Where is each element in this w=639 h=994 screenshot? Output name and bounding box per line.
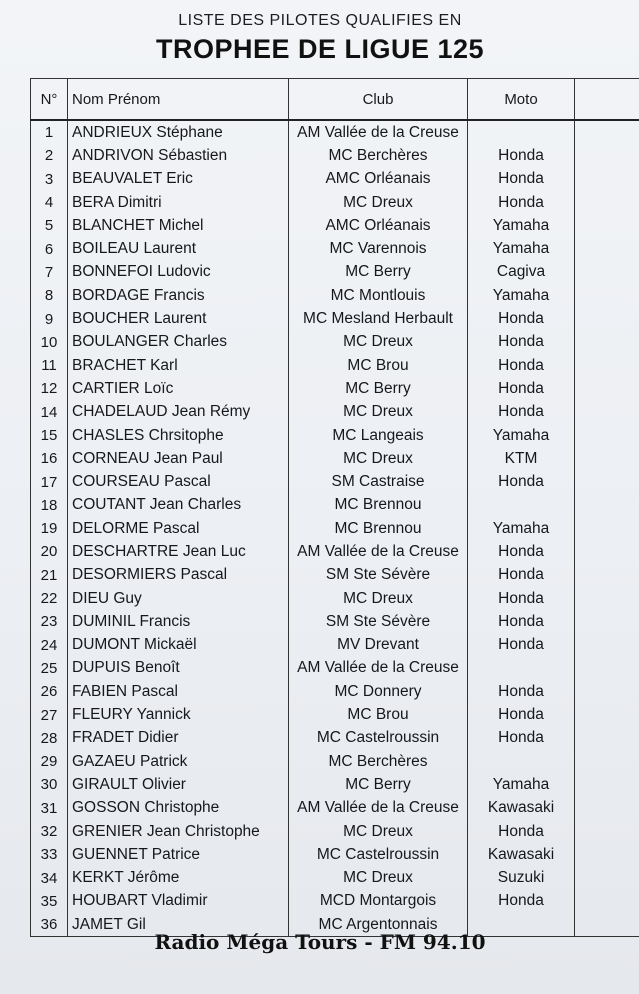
row-extra — [575, 377, 639, 400]
table-row — [31, 750, 639, 773]
table-row — [31, 144, 639, 167]
row-moto: Honda — [468, 401, 575, 424]
row-extra — [575, 261, 639, 284]
row-club: MC Berchères — [289, 750, 468, 773]
row-club: MC Berry — [289, 377, 468, 400]
row-extra — [575, 447, 639, 470]
row-moto: Honda — [468, 727, 575, 750]
row-number: 4 — [31, 191, 68, 214]
row-name: GOSSON Christophe — [68, 797, 289, 820]
row-club: MC Dreux — [289, 401, 468, 424]
row-moto: Honda — [468, 634, 575, 657]
row-extra — [575, 797, 639, 820]
table-row — [31, 331, 639, 354]
row-extra — [575, 354, 639, 377]
row-name: DUMINIL Francis — [68, 610, 289, 633]
row-club: MC Montlouis — [289, 284, 468, 307]
table-row — [31, 773, 639, 796]
row-club: MC Dreux — [289, 867, 468, 890]
row-extra — [575, 470, 639, 493]
row-name: ANDRIVON Sébastien — [68, 144, 289, 167]
row-extra — [575, 331, 639, 354]
row-number: 36 — [31, 913, 68, 937]
row-club: SM Ste Sévère — [289, 564, 468, 587]
row-club: MC Dreux — [289, 191, 468, 214]
table-row — [31, 401, 639, 424]
row-moto: Yamaha — [468, 214, 575, 237]
row-name: DUPUIS Benoît — [68, 657, 289, 680]
row-name: COURSEAU Pascal — [68, 470, 289, 493]
row-extra — [575, 890, 639, 913]
row-number: 35 — [31, 890, 68, 913]
table-row — [31, 354, 639, 377]
row-number: 17 — [31, 470, 68, 493]
row-club: MC Brou — [289, 703, 468, 726]
row-number: 14 — [31, 401, 68, 424]
row-name: BEAUVALET Eric — [68, 168, 289, 191]
row-moto: Honda — [468, 703, 575, 726]
row-extra — [575, 237, 639, 260]
table-row — [31, 470, 639, 493]
row-club: MC Varennois — [289, 237, 468, 260]
row-extra — [575, 564, 639, 587]
row-name: HOUBART Vladimir — [68, 890, 289, 913]
row-extra — [575, 657, 639, 680]
row-extra — [575, 820, 639, 843]
table-row — [31, 214, 639, 237]
document-subtitle: LISTE DES PILOTES QUALIFIES EN — [178, 12, 462, 29]
row-number: 20 — [31, 540, 68, 563]
table-row — [31, 564, 639, 587]
row-extra — [575, 727, 639, 750]
row-number: 31 — [31, 797, 68, 820]
row-extra — [575, 307, 639, 330]
row-name: COUTANT Jean Charles — [68, 494, 289, 517]
row-club: MC Donnery — [289, 680, 468, 703]
row-name: BOILEAU Laurent — [68, 237, 289, 260]
table-row — [31, 517, 639, 540]
row-name: DUMONT Mickaël — [68, 634, 289, 657]
table-row — [31, 680, 639, 703]
row-moto — [468, 120, 575, 144]
row-club: MC Dreux — [289, 820, 468, 843]
row-extra — [575, 144, 639, 167]
row-club: MC Brou — [289, 354, 468, 377]
row-name: BLANCHET Michel — [68, 214, 289, 237]
row-club: MC Mesland Herbault — [289, 307, 468, 330]
row-number: 15 — [31, 424, 68, 447]
row-moto: Yamaha — [468, 284, 575, 307]
row-number: 21 — [31, 564, 68, 587]
row-moto: Honda — [468, 680, 575, 703]
row-club: SM Castraise — [289, 470, 468, 493]
row-moto: Honda — [468, 890, 575, 913]
row-moto — [468, 657, 575, 680]
row-moto: Kawasaki — [468, 797, 575, 820]
row-moto: Yamaha — [468, 773, 575, 796]
row-moto: Yamaha — [468, 517, 575, 540]
row-moto: Honda — [468, 610, 575, 633]
row-moto — [468, 750, 575, 773]
row-number: 22 — [31, 587, 68, 610]
row-club: AMC Orléanais — [289, 168, 468, 191]
row-number: 33 — [31, 843, 68, 866]
row-number: 32 — [31, 820, 68, 843]
row-number: 8 — [31, 284, 68, 307]
row-extra — [575, 120, 639, 144]
document-title: TROPHEE DE LIGUE 125 — [155, 34, 485, 64]
table-row — [31, 634, 639, 657]
row-club: AMC Orléanais — [289, 214, 468, 237]
table-row — [31, 540, 639, 563]
row-name: DESORMIERS Pascal — [68, 564, 289, 587]
row-name: JAMET Gil — [68, 913, 289, 937]
row-name: GUENNET Patrice — [68, 843, 289, 866]
table-row — [31, 587, 639, 610]
row-name: BONNEFOI Ludovic — [68, 261, 289, 284]
row-moto: Suzuki — [468, 867, 575, 890]
row-name: FABIEN Pascal — [68, 680, 289, 703]
row-club: MC Berry — [289, 773, 468, 796]
column-header-moto: Moto — [468, 79, 575, 121]
row-moto: Yamaha — [468, 237, 575, 260]
row-name: BOULANGER Charles — [68, 331, 289, 354]
row-extra — [575, 867, 639, 890]
row-number: 29 — [31, 750, 68, 773]
row-club: MCD Montargois — [289, 890, 468, 913]
column-header-extra — [575, 79, 639, 121]
row-number: 9 — [31, 307, 68, 330]
row-moto: Honda — [468, 564, 575, 587]
table-row — [31, 377, 639, 400]
row-moto: Honda — [468, 587, 575, 610]
row-number: 24 — [31, 634, 68, 657]
row-extra — [575, 540, 639, 563]
row-extra — [575, 168, 639, 191]
table-row — [31, 890, 639, 913]
row-club: SM Ste Sévère — [289, 610, 468, 633]
row-club: AM Vallée de la Creuse — [289, 797, 468, 820]
row-name: GAZAEU Patrick — [68, 750, 289, 773]
table-row — [31, 307, 639, 330]
row-name: CHASLES Chrsitophe — [68, 424, 289, 447]
row-name: CARTIER Loïc — [68, 377, 289, 400]
row-number: 25 — [31, 657, 68, 680]
row-extra — [575, 214, 639, 237]
row-moto: Honda — [468, 331, 575, 354]
row-club: MC Dreux — [289, 447, 468, 470]
row-number: 3 — [31, 168, 68, 191]
row-name: CHADELAUD Jean Rémy — [68, 401, 289, 424]
column-header-number: N° — [31, 79, 68, 121]
table-row — [31, 610, 639, 633]
footer-radio-credit: Radio Méga Tours - FM 94.10 — [154, 930, 486, 954]
row-number: 27 — [31, 703, 68, 726]
row-club: MC Brennou — [289, 517, 468, 540]
row-club: MC Dreux — [289, 331, 468, 354]
table-row — [31, 237, 639, 260]
row-name: KERKT Jérôme — [68, 867, 289, 890]
row-number: 7 — [31, 261, 68, 284]
row-name: BORDAGE Francis — [68, 284, 289, 307]
table-row — [31, 797, 639, 820]
row-number: 5 — [31, 214, 68, 237]
row-club: MC Dreux — [289, 587, 468, 610]
row-extra — [575, 610, 639, 633]
table-row — [31, 447, 639, 470]
row-extra — [575, 191, 639, 214]
row-name: DIEU Guy — [68, 587, 289, 610]
row-moto: Honda — [468, 191, 575, 214]
row-club: AM Vallée de la Creuse — [289, 657, 468, 680]
row-moto: Kawasaki — [468, 843, 575, 866]
row-name: FRADET Didier — [68, 727, 289, 750]
table-row — [31, 843, 639, 866]
row-moto — [468, 494, 575, 517]
row-extra — [575, 773, 639, 796]
row-number: 19 — [31, 517, 68, 540]
row-name: GRENIER Jean Christophe — [68, 820, 289, 843]
table-header-row — [31, 79, 639, 121]
column-header-name: Nom Prénom — [68, 79, 289, 121]
row-extra — [575, 680, 639, 703]
row-moto: Cagiva — [468, 261, 575, 284]
row-extra — [575, 284, 639, 307]
row-number: 30 — [31, 773, 68, 796]
row-club: MV Drevant — [289, 634, 468, 657]
row-club: MC Brennou — [289, 494, 468, 517]
row-number: 34 — [31, 867, 68, 890]
row-extra — [575, 913, 639, 937]
table-row — [31, 820, 639, 843]
table-row — [31, 703, 639, 726]
row-name: DELORME Pascal — [68, 517, 289, 540]
row-number: 10 — [31, 331, 68, 354]
pilots-table — [30, 78, 639, 937]
row-extra — [575, 750, 639, 773]
row-number: 26 — [31, 680, 68, 703]
row-number: 12 — [31, 377, 68, 400]
row-number: 2 — [31, 144, 68, 167]
row-club: MC Langeais — [289, 424, 468, 447]
table-row — [31, 284, 639, 307]
row-extra — [575, 843, 639, 866]
row-name: BERA Dimitri — [68, 191, 289, 214]
row-name: FLEURY Yannick — [68, 703, 289, 726]
row-number: 1 — [31, 120, 68, 144]
table-row — [31, 168, 639, 191]
row-moto: Honda — [468, 354, 575, 377]
table-row — [31, 191, 639, 214]
row-number: 16 — [31, 447, 68, 470]
table-row — [31, 867, 639, 890]
row-extra — [575, 587, 639, 610]
table-row — [31, 261, 639, 284]
row-number: 23 — [31, 610, 68, 633]
row-number: 28 — [31, 727, 68, 750]
row-extra — [575, 703, 639, 726]
row-number: 18 — [31, 494, 68, 517]
row-name: BRACHET Karl — [68, 354, 289, 377]
table-row — [31, 120, 639, 144]
row-number: 11 — [31, 354, 68, 377]
row-extra — [575, 401, 639, 424]
row-moto: Honda — [468, 820, 575, 843]
row-moto: Honda — [468, 377, 575, 400]
row-moto: Honda — [468, 307, 575, 330]
row-club: AM Vallée de la Creuse — [289, 120, 468, 144]
row-moto: Honda — [468, 470, 575, 493]
table-row — [31, 657, 639, 680]
row-club: MC Berry — [289, 261, 468, 284]
row-moto: Yamaha — [468, 424, 575, 447]
row-club: MC Castelroussin — [289, 727, 468, 750]
table-row — [31, 424, 639, 447]
table-row — [31, 727, 639, 750]
row-number: 6 — [31, 237, 68, 260]
row-club: MC Castelroussin — [289, 843, 468, 866]
row-moto: Honda — [468, 168, 575, 191]
row-moto: Honda — [468, 144, 575, 167]
row-moto: KTM — [468, 447, 575, 470]
column-header-club: Club — [289, 79, 468, 121]
row-moto: Honda — [468, 540, 575, 563]
row-club: MC Argentonnais — [289, 913, 468, 937]
row-extra — [575, 494, 639, 517]
table-row — [31, 494, 639, 517]
row-extra — [575, 517, 639, 540]
row-extra — [575, 424, 639, 447]
row-name: BOUCHER Laurent — [68, 307, 289, 330]
row-name: ANDRIEUX Stéphane — [68, 120, 289, 144]
row-extra — [575, 634, 639, 657]
row-name: GIRAULT Olivier — [68, 773, 289, 796]
row-club: MC Berchères — [289, 144, 468, 167]
row-name: DESCHARTRE Jean Luc — [68, 540, 289, 563]
row-club: AM Vallée de la Creuse — [289, 540, 468, 563]
pilots-table-body — [31, 120, 639, 937]
row-name: CORNEAU Jean Paul — [68, 447, 289, 470]
